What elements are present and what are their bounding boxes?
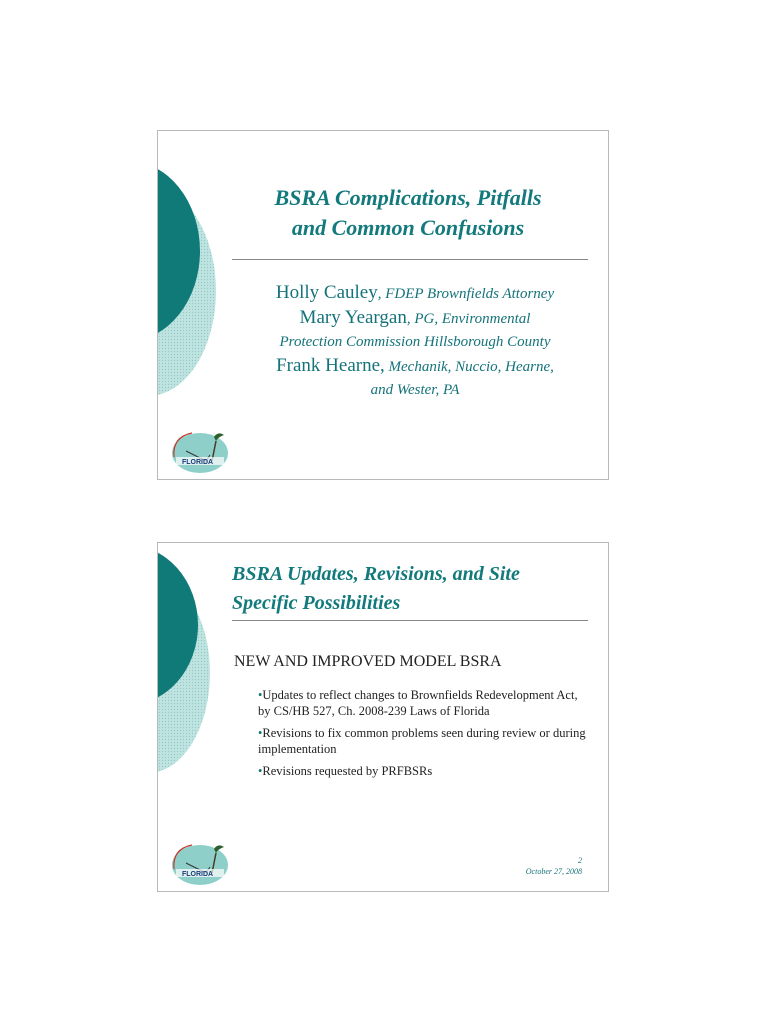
slide-2	[157, 542, 609, 892]
svg-text:FLORIDA: FLORIDA	[182, 871, 214, 878]
divider-line	[232, 259, 588, 260]
slide-date: October 27, 2008	[525, 867, 582, 876]
slide-title: BSRA Complications, Pitfalls and Common Confusions	[274, 185, 542, 240]
list-item: •Revisions to fix common problems seen during review or during implementation	[258, 726, 586, 756]
bullet-list	[258, 687, 588, 785]
speaker-list: Holly Cauley, FDEP Brownfields Attorney Mary Yeargan, PG, Environmental Protection Commission Hillsborough County Frank Hearne, Mechanik, Nuccio, Hearne, and Wester, PA	[275, 282, 555, 398]
slide-1	[157, 130, 609, 480]
svg-text:FLORIDA: FLORIDA	[182, 459, 214, 466]
page-number: 2	[578, 856, 582, 865]
list-item: •Updates to reflect changes to Brownfields Redevelopment Act, by CS/HB 527, Ch. 2008-239 Laws of Florida	[258, 688, 578, 718]
florida-brownfields-logo	[166, 839, 230, 885]
divider-line	[232, 620, 588, 621]
section-heading: NEW AND IMPROVED MODEL BSRA	[234, 653, 502, 670]
slide-footer	[526, 855, 582, 877]
slide-title: BSRA Updates, Revisions, and Site Specific Possibilities	[232, 563, 520, 614]
list-item: •Revisions requested by PRFBSRs	[258, 764, 433, 778]
florida-brownfields-logo	[166, 427, 230, 473]
